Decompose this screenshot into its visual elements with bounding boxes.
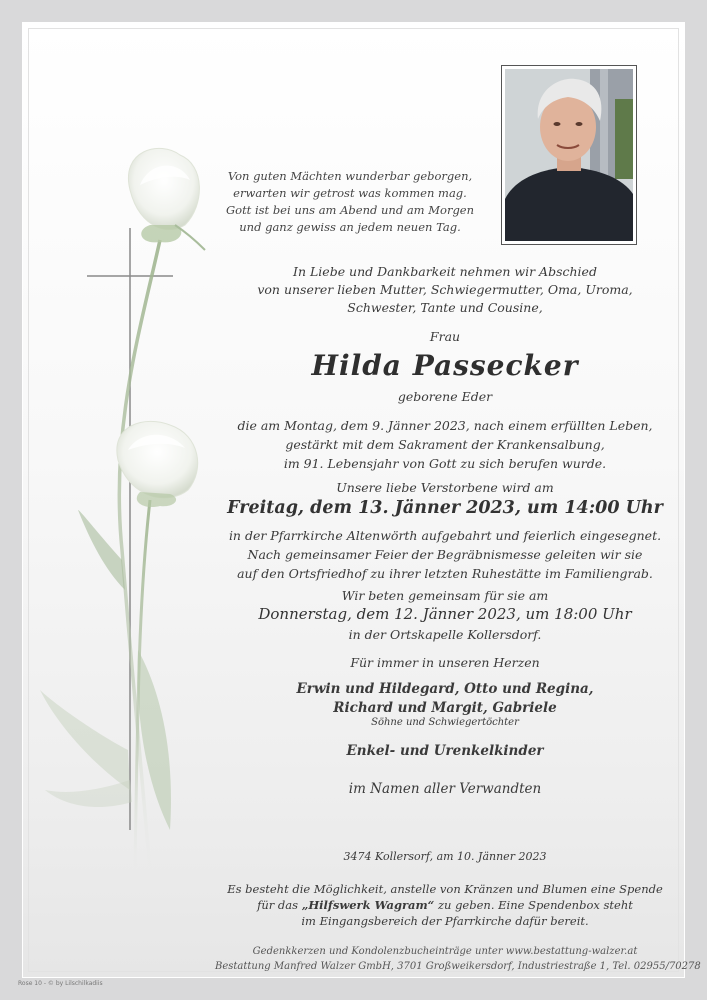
leaf bbox=[40, 690, 130, 790]
death-notice bbox=[215, 416, 675, 473]
donation-line: im Eingangsbereich der Pfarrkirche dafür bereit. bbox=[301, 914, 589, 928]
footer bbox=[215, 944, 701, 974]
footer-line: Bestattung Manfred Walzer GmbH, 3701 Großweikersdorf, Industriestraße 1, Tel. 02955/70278 bbox=[215, 961, 701, 972]
place-date: 3474 Kollersorf, am 10. Jänner 2023 bbox=[343, 850, 547, 863]
poem-line: und ganz gewiss an jedem neuen Tag. bbox=[239, 220, 461, 234]
deceased-birth-name: geborene Eder bbox=[397, 389, 493, 404]
prayer-intro: Wir beten gemeinsam für sie am bbox=[341, 588, 549, 603]
death-notice-line: im 91. Lebensjahr von Gott zu sich berufen wurde. bbox=[283, 456, 607, 471]
family-line: Erwin und Hildegard, Otto und Regina, bbox=[296, 681, 594, 697]
white-roses-cross-illustration bbox=[10, 130, 210, 870]
charity-name: „Hilfswerk Wagram“ bbox=[301, 898, 435, 912]
funeral-line: in der Pfarrkirche Altenwörth aufgebahrt und feierlich eingesegnet. bbox=[228, 528, 662, 543]
death-notice-line: die am Montag, dem 9. Jänner 2023, nach einem erfüllten Leben, bbox=[237, 418, 653, 433]
poem-line: Von guten Mächten wunderbar geborgen, bbox=[227, 169, 473, 183]
intro-line: Schwester, Tante und Cousine, bbox=[347, 300, 543, 315]
farewell-intro bbox=[215, 263, 675, 317]
leaf bbox=[45, 780, 132, 807]
grandchildren: Enkel- und Urenkelkinder bbox=[346, 743, 544, 759]
leaf bbox=[78, 510, 125, 590]
funeral-line: Nach gemeinsamer Feier der Begräbnismesse geleiten wir sie bbox=[247, 547, 643, 562]
intro-line: von unserer lieben Mutter, Schwiegermutter, Oma, Uroma, bbox=[257, 282, 633, 297]
death-notice-line: gestärkt mit dem Sakrament der Krankensalbung, bbox=[285, 437, 605, 452]
poem bbox=[215, 168, 485, 236]
deceased-title: Frau bbox=[429, 329, 461, 344]
donation-line bbox=[215, 897, 675, 913]
donation-text: für das bbox=[257, 898, 302, 912]
mourners-intro: Für immer in unseren Herzen bbox=[350, 655, 540, 670]
poem-line: erwarten wir getrost was kommen mag. bbox=[233, 186, 467, 200]
funeral-details bbox=[215, 526, 675, 583]
portrait-photo-frame bbox=[501, 65, 637, 245]
prayer-date: Donnerstag, dem 12. Jänner 2023, um 18:00 Uhr bbox=[258, 605, 632, 623]
mourners-family bbox=[215, 680, 675, 718]
deceased-name: Hilda Passecker bbox=[311, 349, 579, 382]
portrait-photo bbox=[505, 69, 633, 241]
rose-upper bbox=[128, 148, 205, 250]
relatives: im Namen aller Verwandten bbox=[348, 781, 542, 797]
donation-text: zu geben. Eine Spendenbox steht bbox=[434, 898, 633, 912]
family-subtitle: Söhne und Schwiegertöchter bbox=[371, 717, 519, 728]
poem-line: Gott ist bei uns am Abend und am Morgen bbox=[225, 203, 475, 217]
image-credit: Rose 10 - © by Lilschilkadiis bbox=[18, 980, 103, 987]
donation-note bbox=[215, 881, 675, 929]
funeral-line: auf den Ortsfriedhof zu ihrer letzten Ruhestätte im Familiengrab. bbox=[237, 566, 653, 581]
rose-lower bbox=[117, 421, 198, 507]
funeral-date: Freitag, dem 13. Jänner 2023, um 14:00 Uhr bbox=[227, 498, 663, 518]
donation-line: Es besteht die Möglichkeit, anstelle von Kränzen und Blumen eine Spende bbox=[227, 882, 663, 896]
footer-line: Gedenkkerzen und Kondolenzbucheinträge unter www.bestattung-walzer.at bbox=[252, 946, 638, 957]
family-line: Richard und Margit, Gabriele bbox=[333, 700, 557, 716]
funeral-intro: Unsere liebe Verstorbene wird am bbox=[336, 480, 554, 495]
intro-line: In Liebe und Dankbarkeit nehmen wir Abschied bbox=[293, 264, 597, 279]
prayer-place: in der Ortskapelle Kollersdorf. bbox=[348, 627, 542, 642]
